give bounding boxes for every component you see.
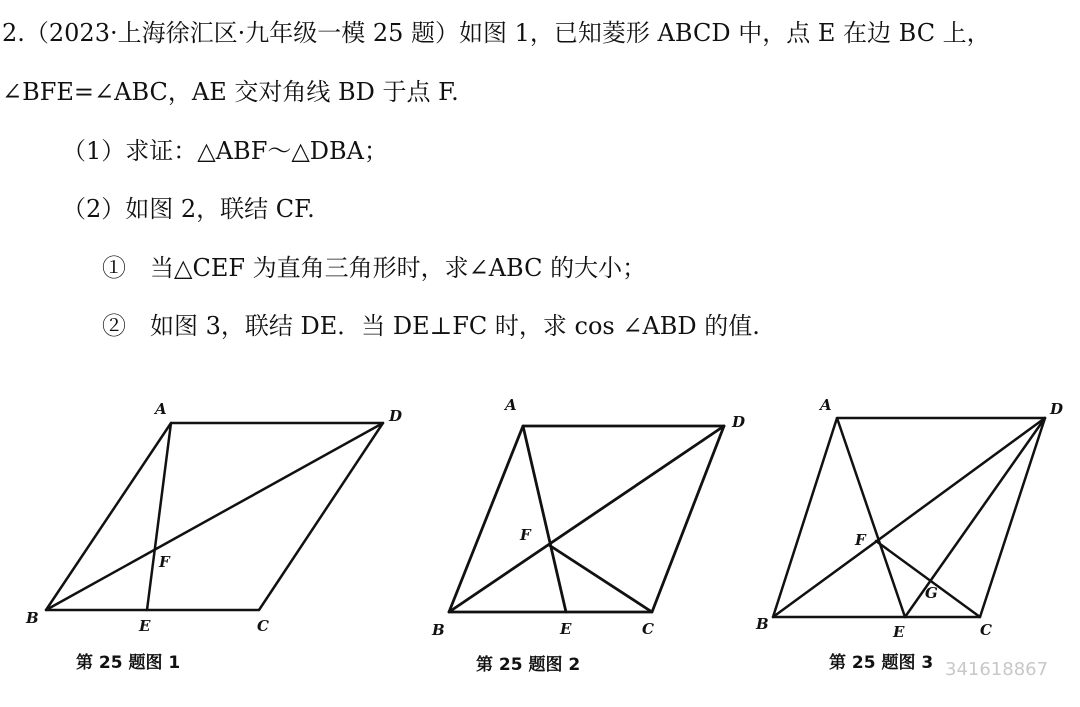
fig2-label-d: D (732, 413, 746, 431)
fig1-caption: 第 25 题图 1 (76, 653, 181, 673)
fig2-label-f: F (520, 526, 531, 544)
fig1-label-e: E (139, 617, 151, 635)
figure-1 (46, 423, 383, 610)
fig2-diagonal-bd (449, 426, 724, 612)
question-part-1: （1）求证：△ABF～△DBA； (62, 137, 389, 165)
figure-3 (773, 418, 1045, 617)
fig3-label-c: C (980, 621, 992, 639)
figure-2 (449, 426, 724, 612)
watermark-text: 341618867 (945, 659, 1049, 680)
question-sub-1: ① 当△CEF 为直角三角形时，求∠ABC 的大小； (102, 254, 647, 282)
fig2-label-e: E (560, 620, 572, 638)
fig3-label-e: E (893, 623, 905, 641)
fig3-diagonal-bd (773, 418, 1045, 617)
fig2-segment-ae (523, 426, 566, 612)
fig1-label-f: F (159, 553, 170, 571)
fig1-diagonal-bd (46, 423, 383, 610)
fig3-label-b: B (756, 615, 769, 633)
fig3-label-a: A (820, 396, 832, 414)
fig2-label-c: C (642, 620, 654, 638)
fig1-label-a: A (155, 400, 167, 418)
fig2-label-a: A (505, 396, 517, 414)
problem-statement-line-1: 2.（2023·上海徐汇区·九年级一模 25 题）如图 1，已知菱形 ABCD 中，点 E 在边 BC 上， (2, 19, 991, 47)
fig1-label-c: C (257, 617, 269, 635)
problem-statement-line-2: ∠BFE=∠ABC，AE 交对角线 BD 于点 F. (2, 78, 459, 106)
fig3-label-g: G (925, 584, 938, 602)
fig3-label-f: F (855, 531, 866, 549)
fig3-segment-ae (837, 418, 905, 617)
fig3-label-d: D (1050, 400, 1064, 418)
fig3-caption: 第 25 题图 3 (829, 653, 934, 673)
question-sub-2: ② 如图 3，联结 DE．当 DE⊥FC 时，求 cos ∠ABD 的值. (102, 312, 760, 340)
fig2-label-b: B (432, 621, 445, 639)
fig1-label-d: D (389, 407, 403, 425)
fig1-segment-ae (147, 423, 171, 610)
fig2-caption: 第 25 题图 2 (476, 655, 581, 675)
fig1-label-b: B (26, 609, 39, 627)
question-part-2: （2）如图 2，联结 CF. (62, 195, 315, 223)
